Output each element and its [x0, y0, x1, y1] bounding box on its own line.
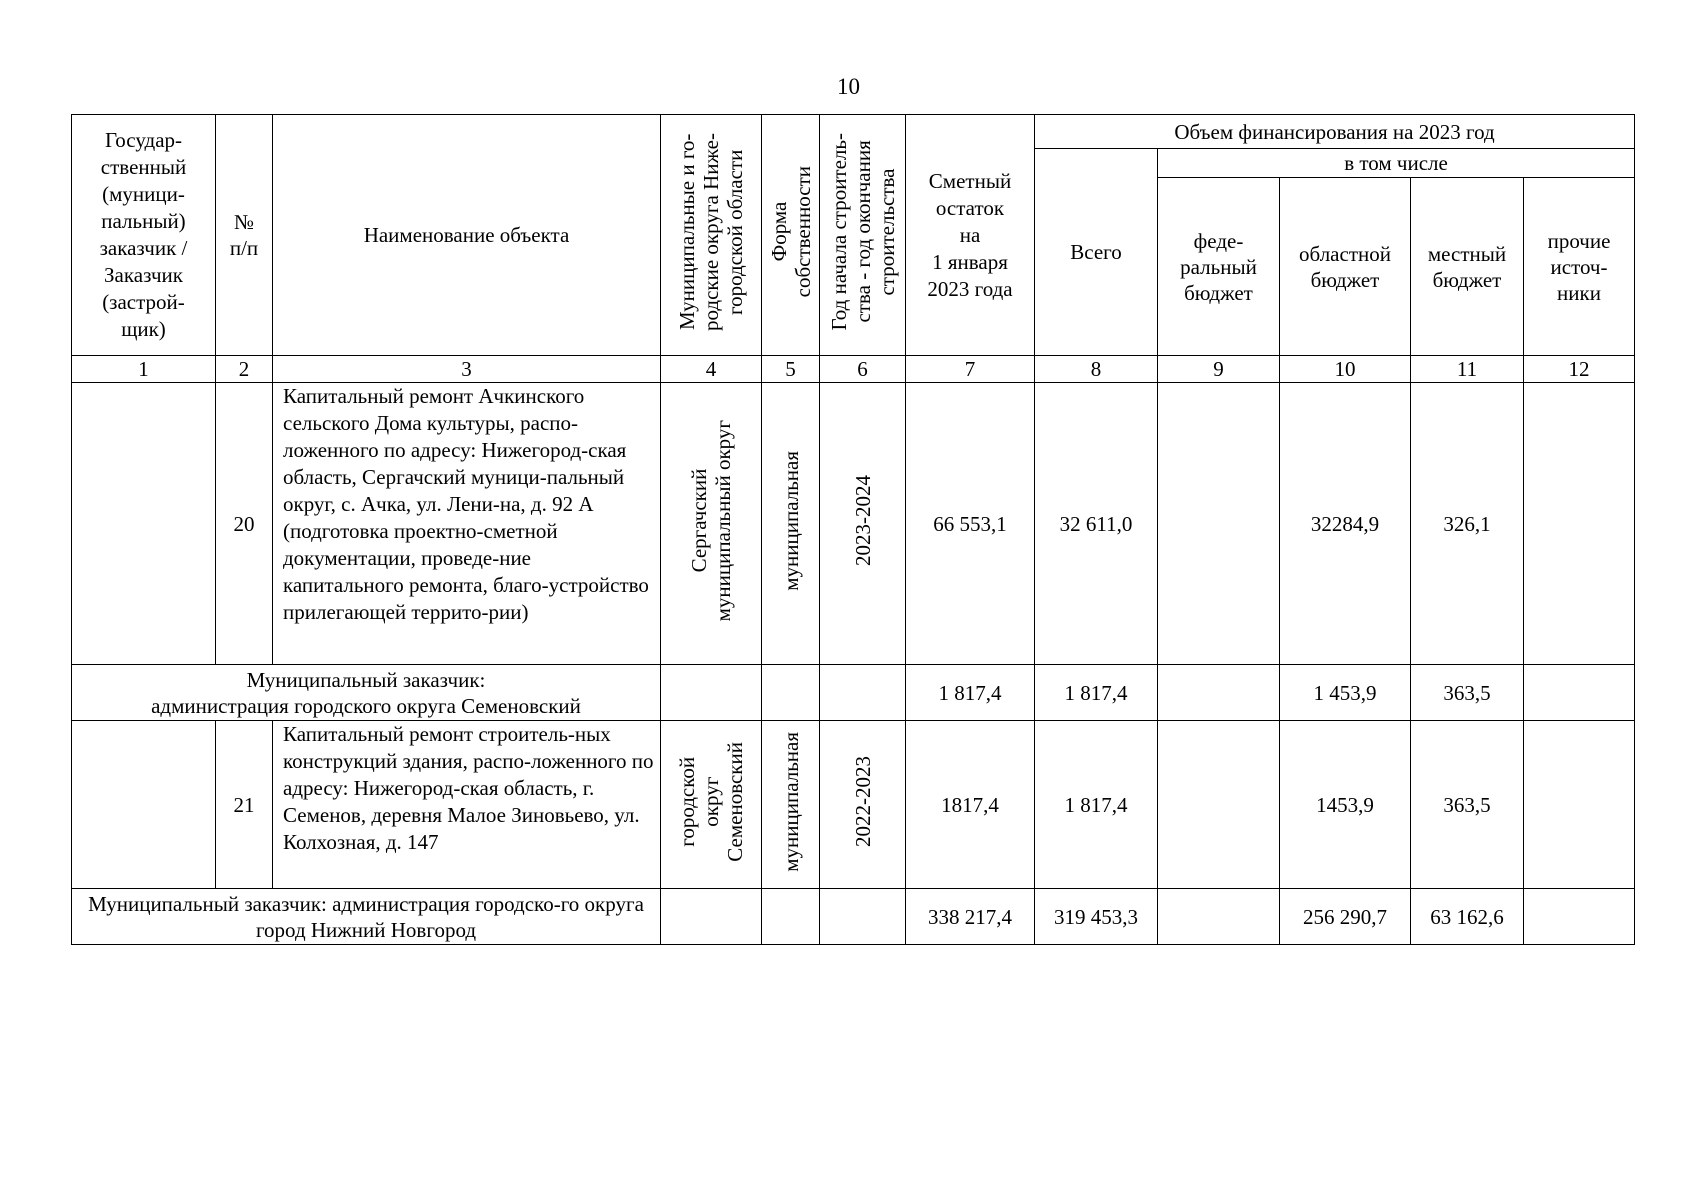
local-value: 63 162,6 [1411, 889, 1524, 945]
header-districts [661, 115, 762, 356]
column-number: 12 [1524, 356, 1635, 383]
subtotal-label: Муниципальный заказчик: администрация городского округа Семеновский [72, 665, 661, 721]
other-value [1524, 383, 1635, 665]
empty-cell [762, 665, 820, 721]
page-number: 10 [837, 74, 860, 99]
header-number: № п/п [216, 115, 273, 356]
header-object-name: Наименование объекта [273, 115, 661, 356]
header-ownership-text: Форма собственности [766, 166, 815, 298]
empty-cell [820, 889, 906, 945]
years-cell [820, 721, 906, 889]
federal-value [1158, 889, 1280, 945]
row-number: 20 [216, 383, 273, 665]
column-number: 7 [906, 356, 1035, 383]
ownership-text: муниципальная [778, 450, 803, 591]
customer-cell [72, 383, 216, 665]
regional-value: 1 453,9 [1280, 665, 1411, 721]
object-name: Капитальный ремонт строитель-ных конструкций здания, распо-ложенного по адресу: Нижегород-ская область, г. Семенов, деревня Малое Зиновьево, ул. Колхозная, д. 147 [273, 721, 661, 889]
empty-cell [661, 665, 762, 721]
column-number: 1 [72, 356, 216, 383]
federal-value [1158, 721, 1280, 889]
header-other: прочие источ- ники [1524, 178, 1635, 356]
header-including: в том числе [1158, 149, 1635, 178]
empty-cell [820, 665, 906, 721]
estimate-value: 1817,4 [906, 721, 1035, 889]
other-value [1524, 721, 1635, 889]
district-cell [661, 721, 762, 889]
ownership-cell [762, 721, 820, 889]
local-value: 326,1 [1411, 383, 1524, 665]
subtotal-label: Муниципальный заказчик: администрация городско-го округа город Нижний Новгород [72, 889, 661, 945]
header-estimate: Сметный остаток на 1 января 2023 года [906, 115, 1035, 356]
total-value: 319 453,3 [1035, 889, 1158, 945]
regional-value: 256 290,7 [1280, 889, 1411, 945]
column-number: 2 [216, 356, 273, 383]
estimate-value: 1 817,4 [906, 665, 1035, 721]
subtotal-row [72, 665, 1635, 721]
header-total: Всего [1035, 149, 1158, 356]
column-number: 11 [1411, 356, 1524, 383]
total-value: 32 611,0 [1035, 383, 1158, 665]
header-federal: феде- ральный бюджет [1158, 178, 1280, 356]
table-row [72, 721, 1635, 889]
estimate-value: 66 553,1 [906, 383, 1035, 665]
subtotal-row [72, 889, 1635, 945]
total-value: 1 817,4 [1035, 721, 1158, 889]
local-value: 363,5 [1411, 721, 1524, 889]
district-cell [661, 383, 762, 665]
financing-table [71, 114, 1635, 945]
estimate-value: 338 217,4 [906, 889, 1035, 945]
local-value: 363,5 [1411, 665, 1524, 721]
other-value [1524, 665, 1635, 721]
district-text: Сергачский муниципальный округ [687, 419, 735, 622]
ownership-cell [762, 383, 820, 665]
column-number: 8 [1035, 356, 1158, 383]
header-years-text: Год начала строитель- ства - год окончания строительства [826, 133, 899, 331]
column-number: 3 [273, 356, 661, 383]
header-ownership [762, 115, 820, 356]
total-value: 1 817,4 [1035, 665, 1158, 721]
header-regional: областной бюджет [1280, 178, 1411, 356]
column-number: 9 [1158, 356, 1280, 383]
years-text: 2023-2024 [850, 475, 875, 566]
table-row [72, 383, 1635, 665]
header-financing: Объем финансирования на 2023 год [1035, 115, 1635, 149]
column-number: 10 [1280, 356, 1411, 383]
header-customer: Государ- ственный (муници- пальный) заказчик / Заказчик (застрой- щик) [72, 115, 216, 356]
other-value [1524, 889, 1635, 945]
regional-value: 32284,9 [1280, 383, 1411, 665]
federal-value [1158, 383, 1280, 665]
empty-cell [762, 889, 820, 945]
district-text: городской округ Семеновский [675, 741, 747, 862]
federal-value [1158, 665, 1280, 721]
column-number: 6 [820, 356, 906, 383]
column-numbers-row [72, 356, 1635, 383]
ownership-text: муниципальная [778, 731, 803, 872]
header-local: местный бюджет [1411, 178, 1524, 356]
empty-cell [661, 889, 762, 945]
object-name: Капитальный ремонт Ачкинского сельского Дома культуры, распо-ложенного по адресу: Нижегород-ская область, Сергачский муници-пальный округ, с. Ачка, ул. Лени-на, д. 92 А (подготовка проектно-сметной документации, проведе-ние капитального ремонта, благо-устройство прилегающей террито-рии) [273, 383, 661, 665]
years-text: 2022-2023 [850, 756, 875, 847]
column-number: 4 [661, 356, 762, 383]
row-number: 21 [216, 721, 273, 889]
header-years [820, 115, 906, 356]
regional-value: 1453,9 [1280, 721, 1411, 889]
header-districts-text: Муниципальные и го- родские округа Ниже- городской области [675, 133, 747, 331]
customer-cell [72, 721, 216, 889]
column-number: 5 [762, 356, 820, 383]
years-cell [820, 383, 906, 665]
